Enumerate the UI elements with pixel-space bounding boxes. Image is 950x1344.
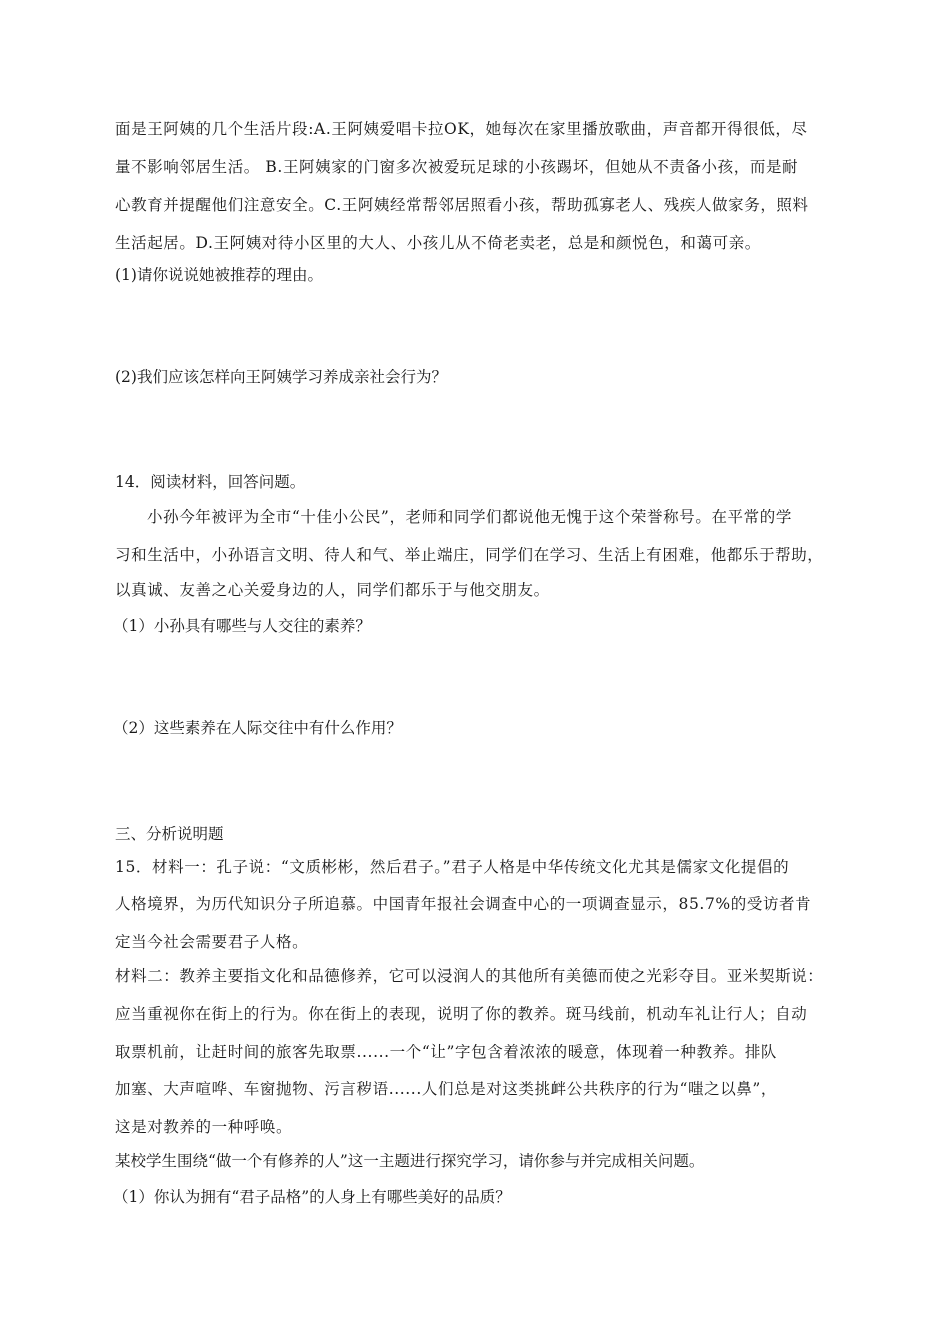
q15-material-1-line: 定当今社会需要君子人格。 xyxy=(115,933,309,951)
q13-sub-question-2: (2)我们应该怎样向王阿姨学习养成亲社会行为？ xyxy=(115,368,447,386)
q13-text-line: 量不影响邻居生活。 B.王阿姨家的门窗多次被爱玩足球的小孩踢坏，但她从不责备小孩，而是耐 xyxy=(115,158,799,176)
q15-task-intro: 某校学生围绕“做一个有修养的人”这一主题进行探究学习，请你参与并完成相关问题。 xyxy=(115,1152,705,1170)
q14-sub-question-1: （1）小孙具有哪些与人交往的素养？ xyxy=(113,617,371,635)
q13-text-line: 面是王阿姨的几个生活片段:A.王阿姨爱唱卡拉OK，她每次在家里播放歌曲，声音都开得很低，尽 xyxy=(115,120,808,138)
q15-material-1-line: 人格境界，为历代知识分子所追慕。中国青年报社会调查中心的一项调查显示，85.7%的受访者肯 xyxy=(115,895,812,913)
q15-material-2-line: 取票机前，让赶时间的旅客先取票......一个“让”字包含着浓浓的暖意，体现着一种教养。排队 xyxy=(115,1043,778,1061)
section-heading: 三、分析说明题 xyxy=(115,825,224,843)
q14-heading: 14．阅读材料，回答问题。 xyxy=(115,473,306,491)
q14-text-line: 小孙今年被评为全市“十佳小公民”，老师和同学们都说他无愧于这个荣誉称号。在平常的学 xyxy=(147,508,792,526)
q13-text-line: 生活起居。D.王阿姨对待小区里的大人、小孩儿从不倚老卖老，总是和颜悦色，和蔼可亲。 xyxy=(115,234,761,252)
q15-material-2-line: 应当重视你在街上的行为。你在街上的表现，说明了你的教养。斑马线前，机动车礼让行人；自动 xyxy=(115,1005,808,1023)
q13-text-line: 心教育并提醒他们注意安全。C.王阿姨经常帮邻居照看小孩，帮助孤寡老人、残疾人做家务，照料 xyxy=(115,196,809,214)
q15-material-2-line: 这是对教养的一种呼唤。 xyxy=(115,1118,293,1136)
q14-text-line: 习和生活中，小孙语言文明、待人和气、举止端庄，同学们在学习、生活上有困难，他都乐于帮助， xyxy=(115,546,824,564)
q15-material-2-line: 加塞、大声喧哗、车窗抛物、污言秽语......人们总是对这类挑衅公共秩序的行为“嗤之以鼻”， xyxy=(115,1080,778,1098)
q14-text-line: 以真诚、友善之心关爱身边的人，同学们都乐于与他交朋友。 xyxy=(115,581,550,599)
q13-sub-question-1: (1)请你说说她被推荐的理由。 xyxy=(115,266,323,284)
q14-sub-question-2: （2）这些素养在人际交往中有什么作用？ xyxy=(113,719,402,737)
q15-material-2-line: 材料二：教养主要指文化和品德修养，它可以浸润人的其他所有美德而使之光彩夺目。亚米契斯说： xyxy=(115,967,824,985)
q15-sub-question-1: （1）你认为拥有“君子品格”的人身上有哪些美好的品质？ xyxy=(113,1188,511,1206)
q15-material-1-line: 15．材料一：孔子说：“文质彬彬，然后君子。”君子人格是中华传统文化尤其是儒家文化提倡的 xyxy=(115,858,790,876)
